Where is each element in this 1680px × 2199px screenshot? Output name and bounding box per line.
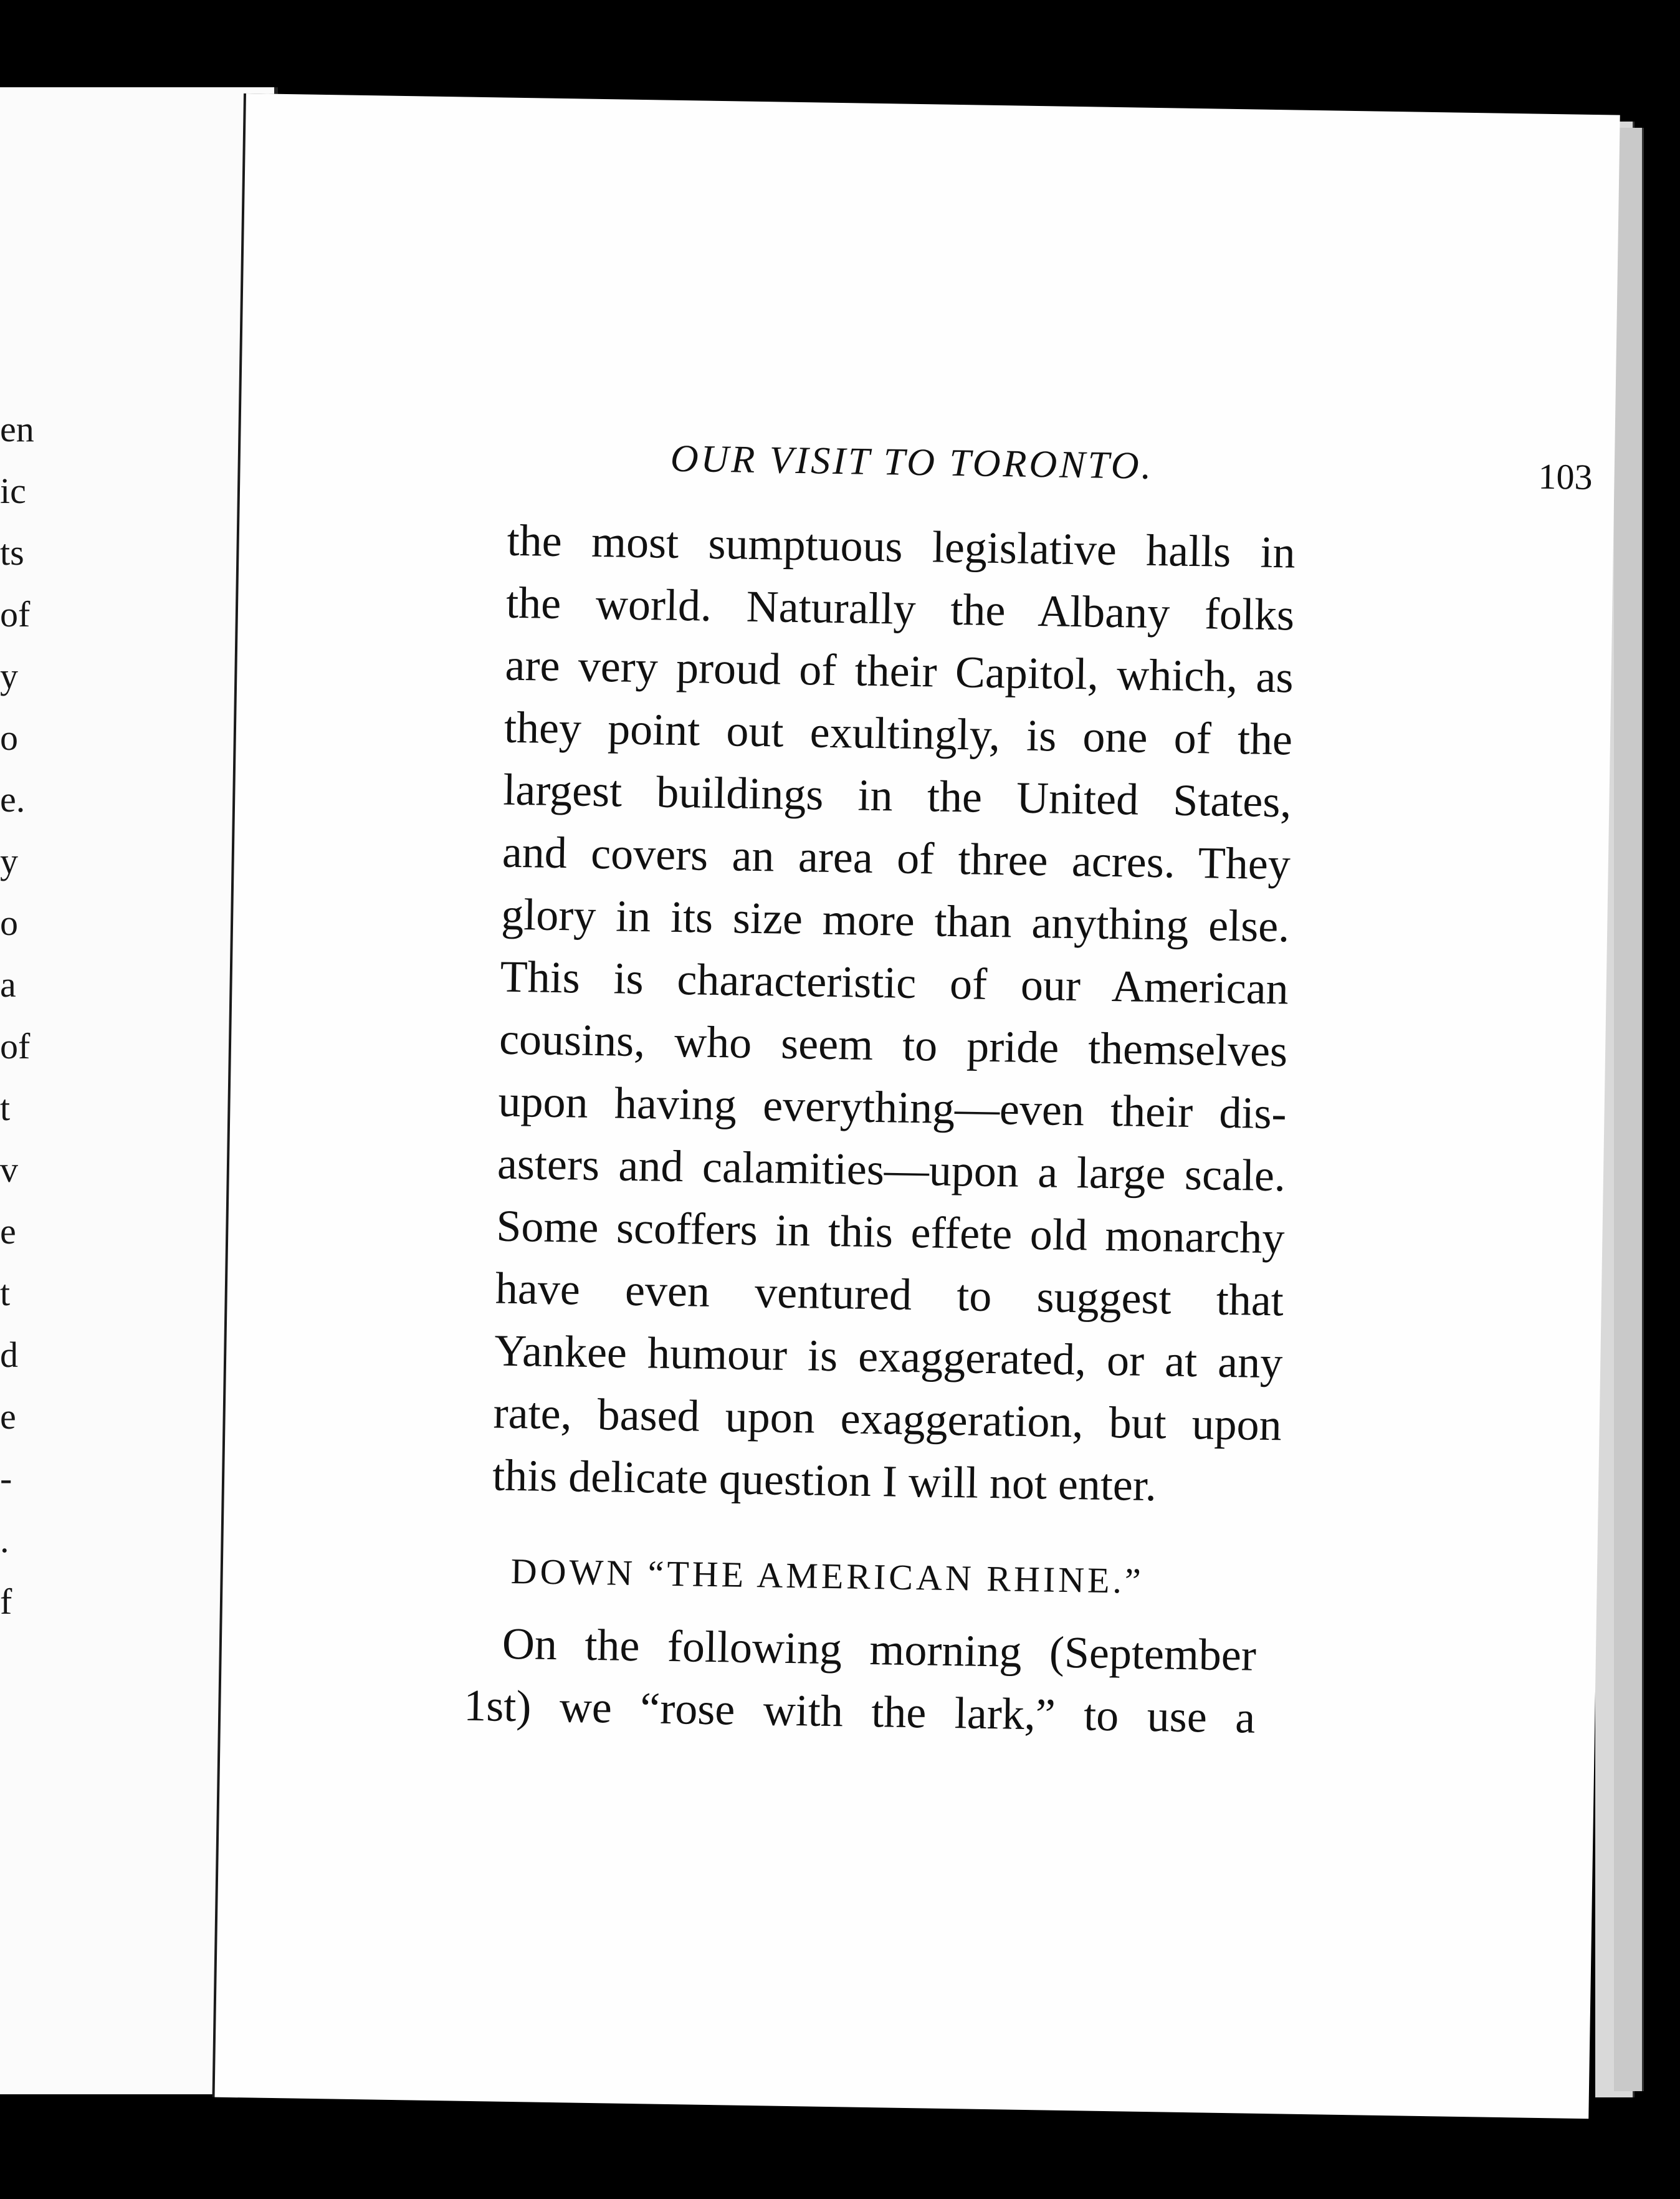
text-line: have even ventured to suggest that	[495, 1263, 1284, 1326]
left-page-text-fragment: ic	[0, 471, 26, 511]
text-line: glory in its size more than anything else.	[500, 889, 1290, 952]
left-page-text-fragment: .	[0, 1520, 9, 1560]
text-line: upon having everything—even their dis-	[498, 1076, 1287, 1139]
paragraph-2	[464, 1612, 1257, 1749]
left-page-text-fragment: ts	[0, 532, 24, 573]
left-page-text-fragment: o	[0, 717, 18, 758]
text-line: this delicate question I will not enter.	[492, 1450, 1157, 1511]
left-page-text-fragment: a	[0, 964, 16, 1005]
left-page-text-fragment: y	[0, 841, 18, 881]
left-page-text-fragment: f	[0, 1581, 12, 1622]
text-line: and covers an area of three acres. They	[502, 826, 1291, 889]
text-line: On the following morning (September	[502, 1618, 1257, 1680]
text-line: the most sumptuous legislative halls in	[507, 515, 1296, 578]
section-heading: DOWN “THE AMERICAN RHINE.”	[510, 1550, 1145, 1601]
left-page-text-fragment: en	[0, 409, 34, 449]
text-line: are very proud of their Capitol, which, as	[505, 640, 1294, 702]
text-line: Some scoffers in this effete old monarchy	[495, 1200, 1285, 1263]
page-edge	[1614, 128, 1644, 2091]
text-line: cousins, who seem to pride themselves	[499, 1013, 1288, 1076]
left-page-text-fragment: t	[0, 1088, 11, 1128]
text-line: they point out exultingly, is one of the	[504, 702, 1293, 765]
left-page-text-fragment: e	[0, 1211, 16, 1252]
left-page-text-fragment: of	[0, 594, 31, 635]
left-page-text-fragment: e	[0, 1396, 16, 1437]
text-line: 1st) we “rose with the lark,” to use a	[463, 1680, 1256, 1743]
paragraph-1	[492, 509, 1296, 1519]
text-line: asters and calamities—upon a large scale.	[497, 1138, 1286, 1201]
left-page-text-fragment: o	[0, 903, 18, 943]
running-title: OUR VISIT TO TORONTO.	[670, 437, 1154, 487]
text-line: This is characteristic of our American	[500, 951, 1289, 1014]
left-page-text-fragment: t	[0, 1273, 11, 1313]
running-head	[670, 437, 1593, 514]
text-line: Yankee humour is exaggerated, or at any	[494, 1325, 1283, 1388]
text-line: largest buildings in the United States,	[502, 764, 1292, 827]
page-number: 103	[1538, 456, 1593, 498]
left-page-text-fragment: y	[0, 656, 18, 696]
left-page-text-fragment: v	[0, 1149, 18, 1190]
text-line: the world. Naturally the Albany folks	[505, 577, 1295, 640]
left-page-text-fragment: -	[0, 1458, 12, 1498]
left-page-text-fragment: d	[0, 1334, 18, 1375]
left-page-text-fragment: of	[0, 1026, 31, 1066]
book-page	[215, 93, 1620, 2119]
text-line: rate, based upon exaggeration, but upon	[493, 1387, 1282, 1450]
left-page-text-fragment: e.	[0, 779, 26, 820]
